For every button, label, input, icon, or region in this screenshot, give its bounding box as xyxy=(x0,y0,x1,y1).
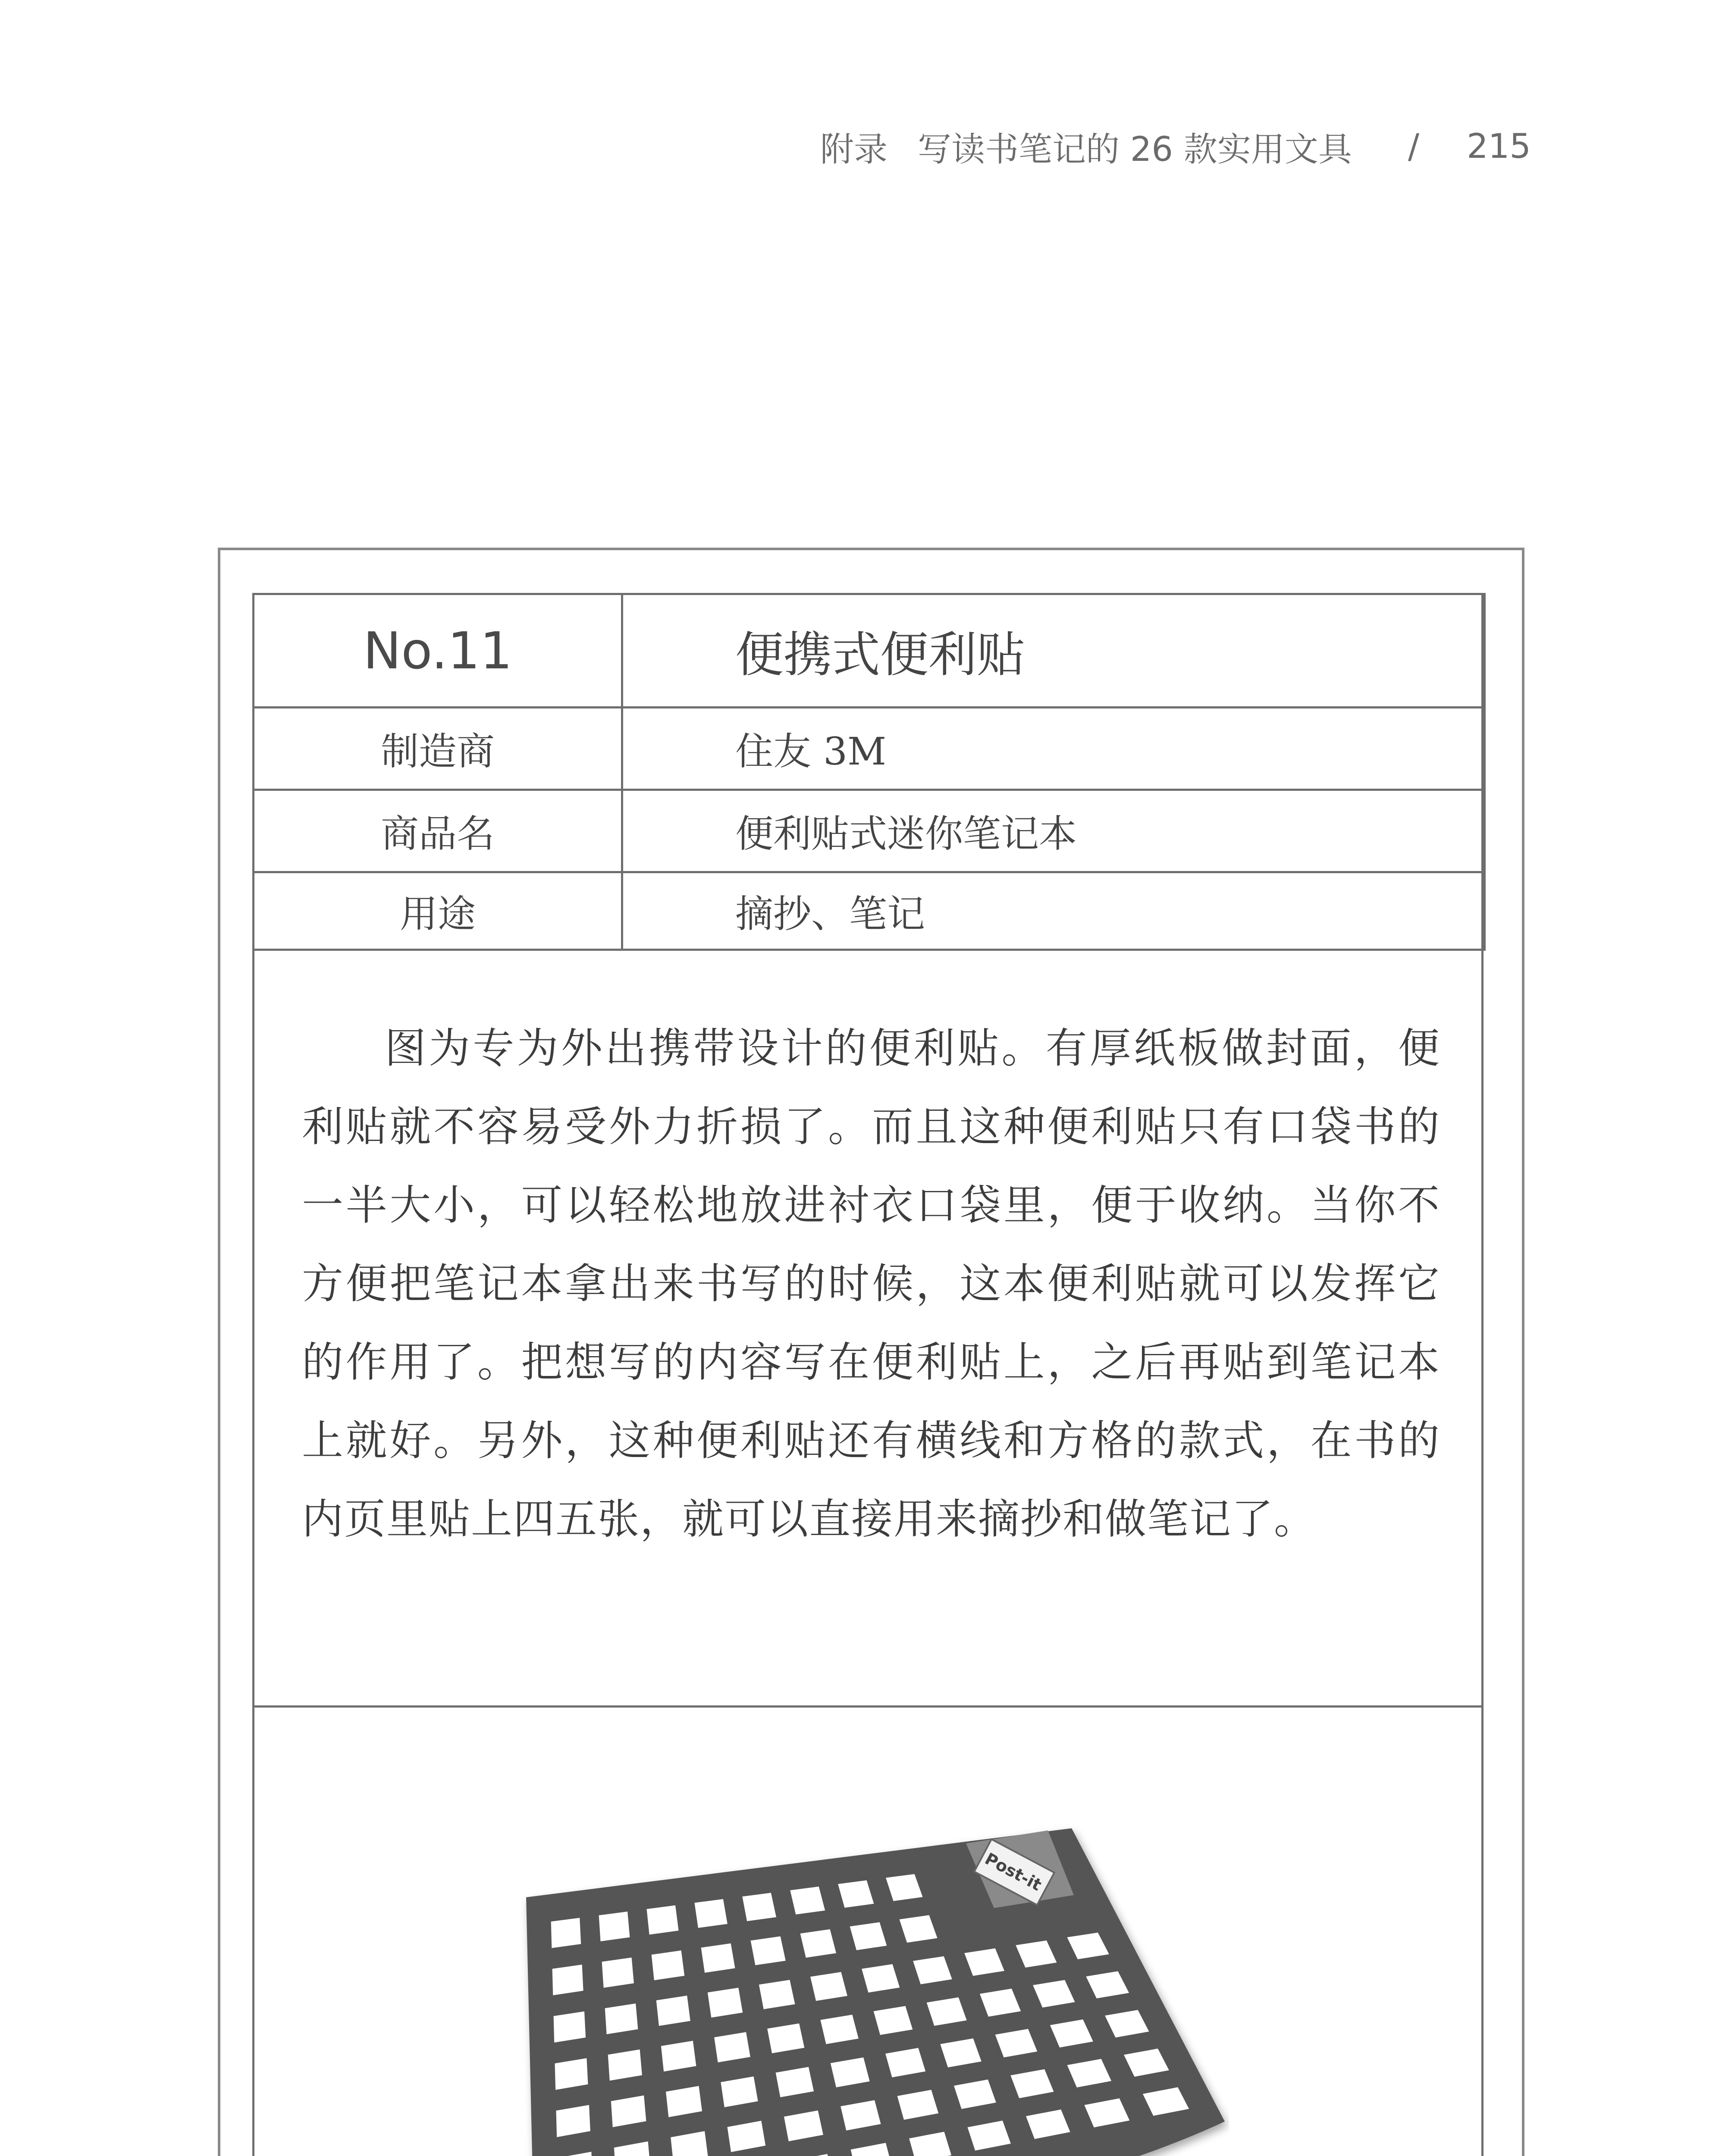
table-row xyxy=(254,708,1485,790)
grid-square xyxy=(661,2041,696,2071)
brand-label: Post-it xyxy=(982,1849,1045,1895)
header-section: 附录 xyxy=(820,130,888,169)
grid-square xyxy=(810,1972,847,2001)
header-separator: / xyxy=(1408,127,1420,166)
grid-square xyxy=(608,2049,642,2081)
page-number: 215 xyxy=(1467,127,1531,166)
product-name-value: 便利贴式迷你笔记本 xyxy=(622,790,1485,872)
grid-square xyxy=(552,1965,583,1995)
manufacturer-value: 住友 3M xyxy=(622,708,1485,790)
section-divider xyxy=(252,1705,1484,1708)
grid-square xyxy=(759,1980,795,2009)
running-header xyxy=(806,123,1531,170)
grid-square xyxy=(790,1887,825,1915)
grid-square xyxy=(555,2058,588,2090)
header-chapter-title: 写读书笔记的 26 款实用文具 xyxy=(917,130,1352,169)
grid-square xyxy=(751,1937,786,1965)
product-name-label: 商品名 xyxy=(254,790,622,872)
item-title: 便携式便利贴 xyxy=(622,594,1485,708)
grid-square xyxy=(599,1912,630,1941)
grid-square xyxy=(554,2012,586,2043)
grid-square xyxy=(602,1958,634,1988)
description-block xyxy=(302,1009,1440,1558)
usage-value: 摘抄、笔记 xyxy=(622,872,1485,950)
grid-square xyxy=(701,1943,735,1973)
grid-square xyxy=(551,1918,581,1948)
grid-square xyxy=(652,1950,685,1980)
table-row xyxy=(254,872,1485,950)
grid-square xyxy=(605,2003,638,2034)
table-row xyxy=(254,790,1485,872)
grid-square xyxy=(708,1988,743,2018)
manufacturer-label: 制造商 xyxy=(254,708,622,790)
grid-square xyxy=(800,1929,836,1958)
grid-square xyxy=(694,1899,727,1928)
spec-table xyxy=(252,593,1486,951)
usage-label: 用途 xyxy=(254,872,622,950)
grid-square xyxy=(647,1905,679,1935)
description-paragraph: 图为专为外出携带设计的便利贴。有厚纸板做封面，便利贴就不容易受外力折损了。而且这种便利贴只有口袋书的一半大小，可以轻松地放进衬衣口袋里，便于收纳。当你不方便把笔记本拿出来书写的时候，这本便利贴就可以发挥它的作用了。把想写的内容写在便利贴上，之后再贴到笔记本上就好。另外，这种便利贴还有横线和方格的款式，在书的内页里贴上四五张，就可以直接用来摘抄和做笔记了。 xyxy=(302,1024,1440,1543)
item-number: No.11 xyxy=(254,594,622,708)
grid-square xyxy=(656,1996,690,2026)
sticky-note-pad-image xyxy=(518,1811,1229,2156)
grid-square xyxy=(742,1893,776,1921)
title-row xyxy=(254,594,1485,708)
